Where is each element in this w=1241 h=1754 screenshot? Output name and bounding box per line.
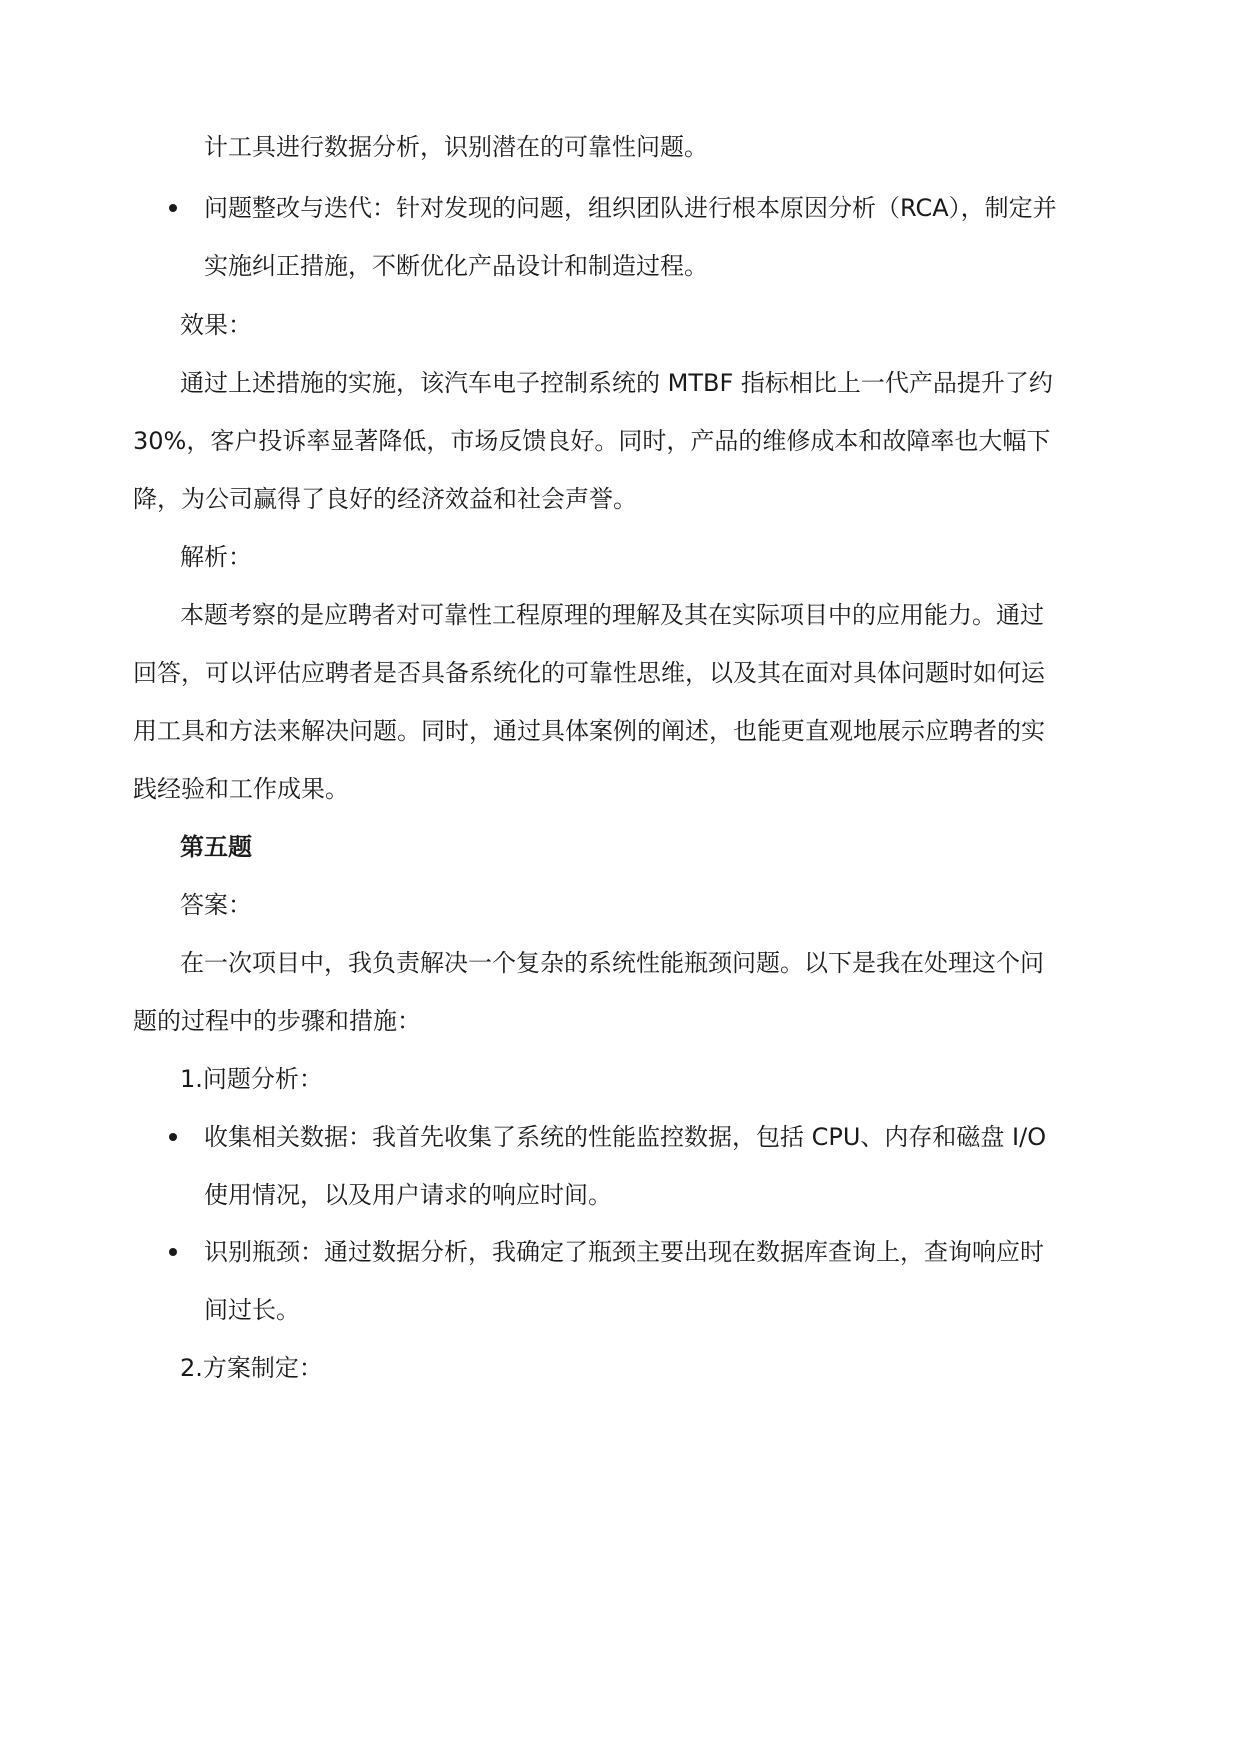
analysis-text-line2: 回答，可以评估应聘者是否具备系统化的可靠性思维，以及其在面对具体问题时如何运 xyxy=(133,659,1045,687)
bullet-icon xyxy=(169,1248,177,1256)
analysis-text-line3: 用工具和方法来解决问题。同时，通过具体案例的阐述，也能更直观地展示应聘者的实 xyxy=(133,717,1045,745)
effect-text-line2: 30%，客户投诉率显著降低，市场反馈良好。同时，产品的维修成本和故障率也大幅下 xyxy=(133,427,1051,455)
bullet-icon xyxy=(169,204,177,212)
effect-text-line3: 降，为公司赢得了良好的经济效益和社会声誉。 xyxy=(133,485,637,513)
bullet-identify-line1: 识别瓶颈：通过数据分析，我确定了瓶颈主要出现在数据库查询上，查询响应时 xyxy=(204,1238,1044,1266)
analysis-label: 解析： xyxy=(180,543,252,571)
bullet-rca-line1: 问题整改与迭代：针对发现的问题，组织团队进行根本原因分析（RCA），制定并 xyxy=(204,194,1057,222)
bullet-rca-line2: 实施纠正措施，不断优化产品设计和制造过程。 xyxy=(204,252,708,280)
section-title: 第五题 xyxy=(180,833,252,861)
answer-intro-line2: 题的过程中的步骤和措施： xyxy=(133,1007,421,1035)
continuation-line: 计工具进行数据分析，识别潜在的可靠性问题。 xyxy=(204,133,708,161)
effect-text-line1: 通过上述措施的实施，该汽车电子控制系统的 MTBF 指标相比上一代产品提升了约 xyxy=(180,369,1053,397)
bullet-collect-line2: 使用情况，以及用户请求的响应时间。 xyxy=(204,1181,612,1209)
bullet-identify-line2: 间过长。 xyxy=(204,1296,300,1324)
analysis-text-line1: 本题考察的是应聘者对可靠性工程原理的理解及其在实际项目中的应用能力。通过 xyxy=(180,601,1044,629)
answer-label: 答案： xyxy=(180,891,252,919)
analysis-text-line4: 践经验和工作成果。 xyxy=(133,775,349,803)
step1-label: 1.问题分析： xyxy=(180,1065,323,1093)
effect-label: 效果： xyxy=(180,311,252,339)
answer-intro-line1: 在一次项目中，我负责解决一个复杂的系统性能瓶颈问题。以下是我在处理这个问 xyxy=(180,949,1044,977)
bullet-icon xyxy=(169,1133,177,1141)
step2-label: 2.方案制定： xyxy=(180,1354,323,1382)
bullet-collect-line1: 收集相关数据：我首先收集了系统的性能监控数据，包括 CPU、内存和磁盘 I/O xyxy=(204,1123,1047,1151)
